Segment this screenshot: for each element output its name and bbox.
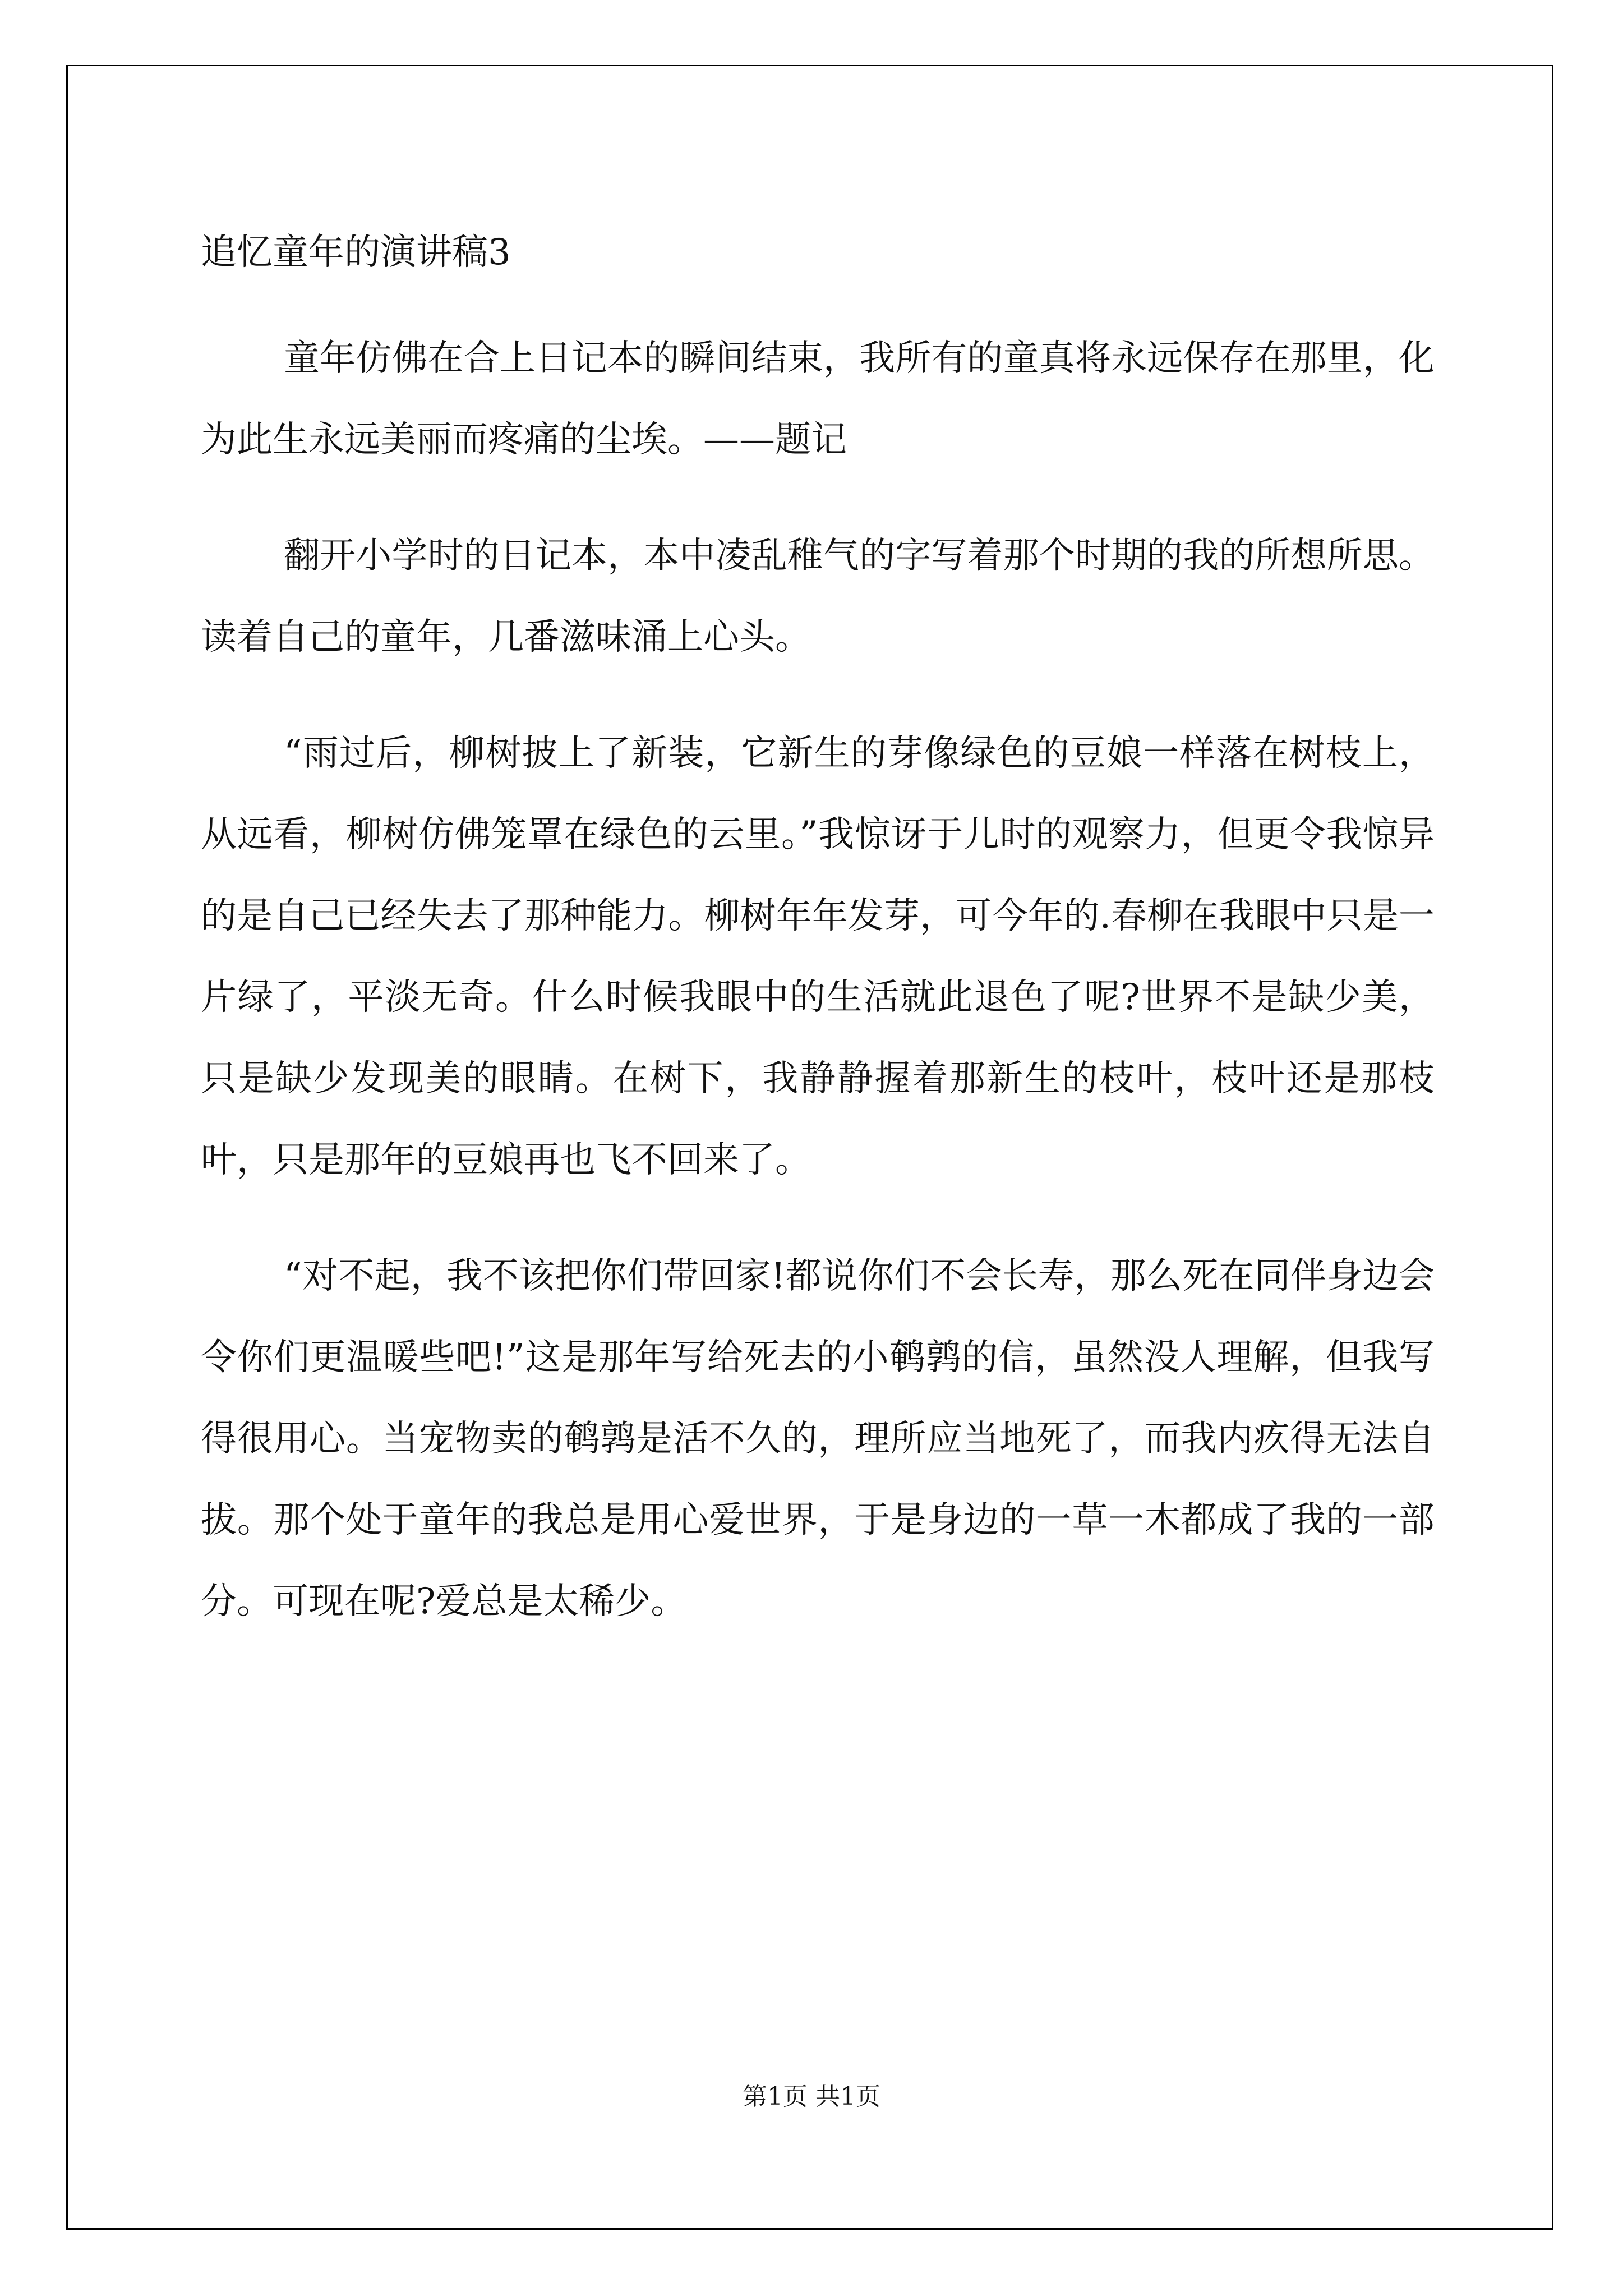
paragraph-quail: “对不起，我不该把你们带回家!都说你们不会长寿，那么死在同伴身边会令你们更温暖些吧!”这是那年写给死去的小鹌鹑的信，虽然没人理解，但我写得很用心。当宠物卖的鹌鹑是活不久的，理所应当地死了，而我内疚得无法自拔。那个处于童年的我总是用心爱世界，于是身边的一草一木都成了我的一部分。可现在呢?爱总是太稀少。 [201,1255,1435,1622]
paragraph-epigraph: 童年仿佛在合上日记本的瞬间结束，我所有的童真将永远保存在那里，化为此生永远美丽而疼痛的尘埃。——题记 [201,338,1435,461]
document-title: 追忆童年的演讲稿3 [201,232,511,273]
document-body [201,222,1435,1642]
page-number-footer: 第1页 共1页 [743,2082,880,2111]
paragraph-diary: 翻开小学时的日记本，本中凌乱稚气的字写着那个时期的我的所想所思。读着自己的童年，几番滋味涌上心头。 [201,535,1435,658]
paragraph-willow: “雨过后，柳树披上了新装，它新生的芽像绿色的豆娘一样落在树枝上，从远看，柳树仿佛笼罩在绿色的云里。”我惊讶于儿时的观察力，但更令我惊异的是自己已经失去了那种能力。柳树年年发芽，可今年的.春柳在我眼中只是一片绿了，平淡无奇。什么时候我眼中的生活就此退色了呢?世界不是缺少美，只是缺少发现美的眼睛。在树下，我静静握着那新生的枝叶，枝叶还是那枝叶，只是那年的豆娘再也飞不回来了。 [201,733,1435,1181]
